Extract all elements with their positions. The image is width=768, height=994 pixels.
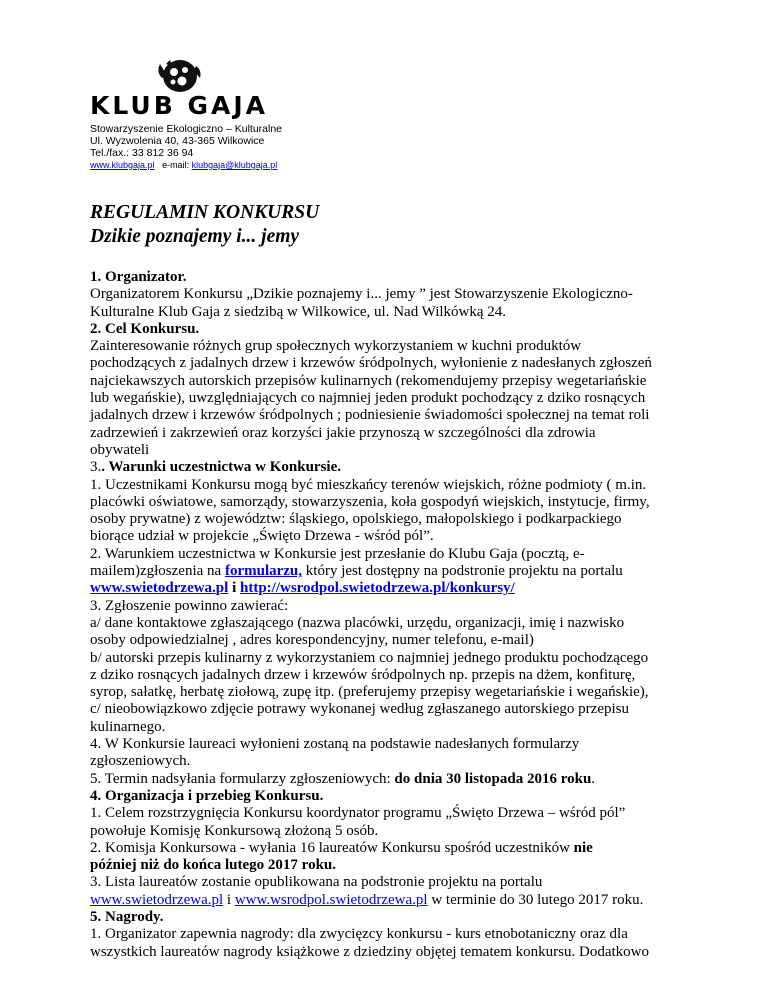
- text-line: osoby odpowiedzialnej , adres korespondencyjny, numer telefonu, e-mail): [90, 632, 534, 649]
- text-line: pochodzących z jadalnych drzew i krzewów śródpolnych, wyłonienie z nadesłanych zgłoszeń: [90, 355, 652, 372]
- section-heading: 1. Organizator.: [90, 269, 187, 285]
- regulations-body: [90, 269, 700, 961]
- text-line: 3. Lista laureatów zostanie opublikowana na podstronie projektu na portalu: [90, 874, 543, 891]
- section-heading: 4. Organizacja i przebieg Konkursu.: [90, 787, 324, 804]
- section-heading: [90, 459, 700, 476]
- logo-wordmark: KLUB GAJA: [90, 91, 268, 120]
- text-line: 2. Warunkiem uczestnictwa w Konkursie jest przesłanie do Klubu Gaja (pocztą, e-: [90, 545, 585, 562]
- text-line: biorące udział w projekcie „Święto Drzewa - wśród pól”.: [90, 528, 434, 545]
- text-line: lub wegańskie), uwzględniających co najmniej jeden produkt pochodzący z dziko rosnących: [90, 390, 646, 407]
- email-label: e-mail:: [162, 160, 190, 170]
- text-line: 1. Uczestnikami Konkursu mogą być mieszkańcy terenów wiejskich, różne podmioty ( m.in.: [90, 476, 647, 493]
- konkursy-link[interactable]: http://wsrodpol.swietodrzewa.pl/konkursy/: [240, 580, 515, 597]
- title-line-1: REGULAMIN KONKURSU: [90, 202, 320, 223]
- text-line: obywateli: [90, 441, 150, 458]
- text-line: Zainteresowanie różnych grup społecznych wykorzystaniem w kuchni produktów: [90, 338, 582, 355]
- text-fragment: który jest dostępny na podstronie projektu na portalu: [302, 563, 623, 580]
- org-phone: Tel./fax.: 33 812 36 94: [90, 147, 194, 159]
- text-line: zadrzewień i zakrzewień oraz korzyści jakie przynoszą w szczególności dla zdrowia: [90, 424, 596, 441]
- text-line: zgłoszeniowych.: [90, 753, 191, 770]
- text-fragment: i: [223, 891, 235, 908]
- text-line: 4. W Konkursie laureaci wyłonieni zostaną na podstawie nadesłanych formularzy: [90, 736, 580, 753]
- swietodrzewa-link[interactable]: www.swietodrzewa.pl: [90, 580, 229, 597]
- text-line: b/ autorski przepis kulinarny z wykorzystaniem co najmniej jednego produktu pochodzącego: [90, 649, 649, 666]
- wsrodpol-link[interactable]: www.wsrodpol.swietodrzewa.pl: [234, 891, 428, 908]
- org-links: [90, 159, 390, 171]
- section-number: 3.: [90, 459, 102, 476]
- organization-details: [90, 123, 390, 171]
- text-line: osoby prywatne) z województw: śląskiego, opolskiego, małopolskiego i podkarpackiego: [90, 511, 622, 528]
- text-line: jadalnych drzew i krzewów śródpolnych ; podniesienie świadomości społecznej na temat roli: [90, 407, 650, 424]
- text-line: syrop, sałatkę, herbatę ziołową, zupę itp. (preferujemy przepisy wegetariańskie i wegańskie),: [90, 684, 649, 701]
- section-heading: 2. Cel Konkursu.: [90, 320, 200, 337]
- org-name: Stowarzyszenie Ekologiczno – Kulturalne: [90, 123, 283, 135]
- org-address: Ul. Wyzwolenia 40, 43-365 Wilkowice: [90, 135, 265, 147]
- text-fragment: w terminie do 30 lutego 2017 roku.: [427, 891, 644, 908]
- text-fragment: 5. Termin nadsyłania formularzy zgłoszeniowych:: [90, 770, 395, 787]
- section-heading: 5. Nagrody.: [90, 908, 164, 925]
- text-line: 3. Zgłoszenie powinno zawierać:: [90, 597, 289, 614]
- email-link[interactable]: klubgaja@klubgaja.pl: [191, 160, 278, 170]
- swietodrzewa-link[interactable]: www.swietodrzewa.pl: [90, 891, 224, 908]
- text-fragment: .: [591, 770, 596, 787]
- text-line: 1. Celem rozstrzygnięcia Konkursu koordynator programu „Święto Drzewa – wśród pól”: [90, 805, 626, 822]
- text-line: 1. Organizator zapewnia nagrody: dla zwycięzcy konkursu - kurs etnobotaniczny oraz dla: [90, 926, 628, 943]
- text-line: wszystkich laureatów nagrody książkowe z dziedziny objętej tematem konkursu. Dodatkowo: [90, 943, 650, 960]
- text-fragment: nie: [573, 839, 593, 856]
- text-line: Organizatorem Konkursu „Dzikie poznajemy i... jemy ” jest Stowarzyszenie Ekologiczno-: [90, 286, 633, 303]
- title-line-2: Dzikie poznajemy i... jemy: [90, 226, 300, 247]
- form-link[interactable]: formularzu,: [224, 563, 303, 580]
- klub-gaja-logo: [90, 58, 280, 118]
- text-fragment: mailem)zgłoszenia na: [90, 563, 225, 580]
- text-fragment: 2. Komisja Konkursowa - wyłania 16 laureatów Konkursu spośród uczestników: [90, 839, 574, 856]
- website-link[interactable]: www.klubgaja.pl: [90, 160, 155, 170]
- text-line: z dziko rosnących jadalnych drzew i krzewów śródpolnych np. przepis na dżem, konfiturę,: [90, 666, 636, 683]
- text-line: c/ nieobowiązkowo zdjęcie potrawy wykonanej według zgłaszanego autorskiego przepisu: [90, 701, 629, 718]
- deadline-date: do dnia 30 listopada 2016 roku: [394, 770, 592, 787]
- text-line: [90, 563, 700, 580]
- text-line: [90, 840, 700, 857]
- document-title: [90, 201, 690, 249]
- text-line: Kulturalne Klub Gaja z siedzibą w Wilkowice, ul. Nad Wilkówką 24.: [90, 303, 507, 320]
- text-line: najciekawszych autorskich przepisów kulinarnych (rekomendujemy przepisy wegetariańskie: [90, 372, 647, 389]
- text-line: powołuje Komisję Konkursową złożoną 5 osób.: [90, 822, 379, 839]
- text-line: [90, 771, 700, 788]
- text-line: placówki oświatowe, samorządy, stowarzyszenia, koła gospodyń wiejskich, instytucje, firmy,: [90, 493, 650, 510]
- text-line: kulinarnego.: [90, 718, 166, 735]
- section-title: . Warunki uczestnictwa w Konkursie.: [101, 459, 341, 476]
- text-line: a/ dane kontaktowe zgłaszającego (nazwa placówki, urzędu, organizacji, imię i nazwisko: [90, 614, 625, 631]
- text-line: później niż do końca lutego 2017 roku.: [90, 857, 336, 874]
- text-line: [90, 892, 700, 909]
- text-line: [90, 580, 700, 597]
- text-fragment: i: [228, 580, 240, 597]
